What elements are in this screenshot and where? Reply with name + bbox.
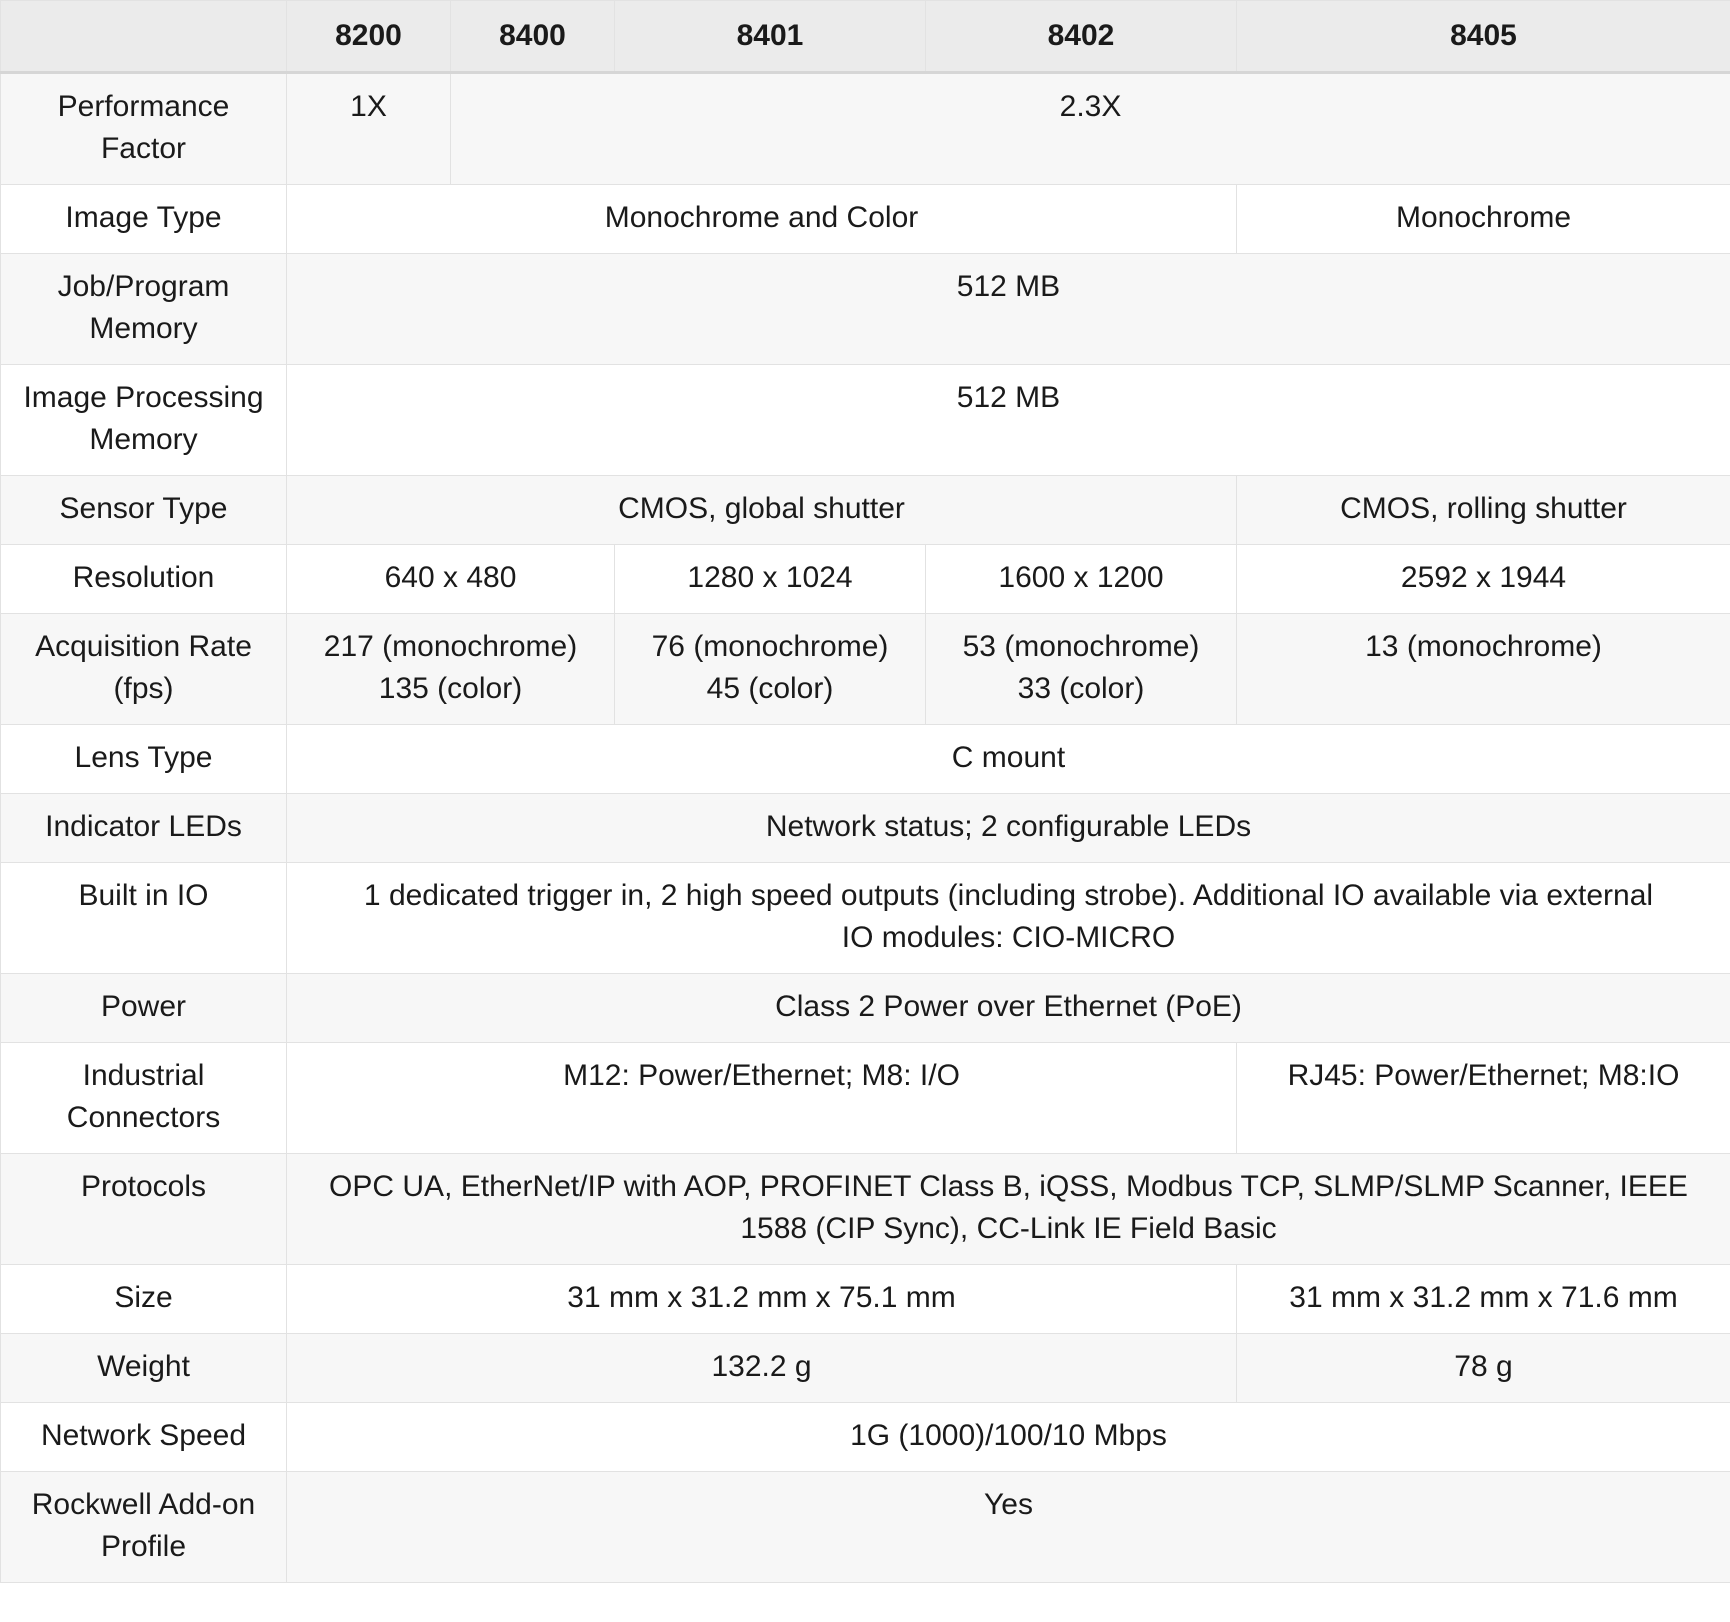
table-row [1, 545, 1730, 614]
header-model-8405: 8405 [1237, 1, 1730, 73]
row-label: Size [1, 1265, 287, 1334]
table-cell: 2.3X [451, 73, 1730, 185]
table-cell: CMOS, rolling shutter [1237, 476, 1730, 545]
table-cell: 1X [287, 73, 451, 185]
header-model-8200: 8200 [287, 1, 451, 73]
table-cell: Class 2 Power over Ethernet (PoE) [287, 974, 1730, 1043]
header-row [1, 1, 1730, 73]
table-row [1, 1334, 1730, 1403]
row-label: Image Type [1, 185, 287, 254]
table-row [1, 1403, 1730, 1472]
table-row [1, 1472, 1730, 1583]
cell-line: 217 (monochrome) [323, 630, 578, 663]
table-cell: 2592 x 1944 [1237, 545, 1730, 614]
table-row [1, 73, 1730, 185]
row-label: Acquisition Rate (fps) [1, 614, 287, 725]
row-label: Network Speed [1, 1403, 287, 1472]
table-row [1, 185, 1730, 254]
cell-line: 33 (color) [1017, 672, 1145, 705]
cell-line: 135 (color) [378, 672, 523, 705]
header-corner [1, 1, 287, 73]
row-label: Rockwell Add-on Profile [1, 1472, 287, 1583]
table-cell: Monochrome [1237, 185, 1730, 254]
table-cell: 31 mm x 31.2 mm x 71.6 mm [1237, 1265, 1730, 1334]
row-label: Power [1, 974, 287, 1043]
header-model-8401: 8401 [615, 1, 926, 73]
row-label: Industrial Connectors [1, 1043, 287, 1154]
table-cell: 1600 x 1200 [926, 545, 1237, 614]
row-label: Sensor Type [1, 476, 287, 545]
cell-line: 76 (monochrome) [651, 630, 889, 663]
cell-line: 13 (monochrome) [1365, 630, 1602, 663]
table-row [1, 974, 1730, 1043]
table-cell: 132.2 g [287, 1334, 1237, 1403]
table-row [1, 254, 1730, 365]
table-row [1, 476, 1730, 545]
table-cell: Monochrome and Color [287, 185, 1237, 254]
cell-line: 45 (color) [706, 672, 834, 705]
row-label: Performance Factor [1, 73, 287, 185]
table-cell: Yes [287, 1472, 1730, 1583]
table-cell: M12: Power/Ethernet; M8: I/O [287, 1043, 1237, 1154]
table-row [1, 725, 1730, 794]
table-row [1, 863, 1730, 974]
table-cell: 31 mm x 31.2 mm x 75.1 mm [287, 1265, 1237, 1334]
header-model-8402: 8402 [926, 1, 1237, 73]
row-label: Protocols [1, 1154, 287, 1265]
table-cell: 78 g [1237, 1334, 1730, 1403]
cell-line: 53 (monochrome) [962, 630, 1200, 663]
table-cell: CMOS, global shutter [287, 476, 1237, 545]
table-cell: 640 x 480 [287, 545, 615, 614]
table-row [1, 614, 1730, 725]
table-row [1, 1265, 1730, 1334]
row-label: Job/Program Memory [1, 254, 287, 365]
row-label: Weight [1, 1334, 287, 1403]
header-model-8400: 8400 [451, 1, 615, 73]
row-label: Built in IO [1, 863, 287, 974]
table-cell [1237, 614, 1730, 725]
table-cell [926, 614, 1237, 725]
table-row [1, 1043, 1730, 1154]
table-row [1, 1154, 1730, 1265]
table-cell: 512 MB [287, 254, 1730, 365]
row-label: Image Processing Memory [1, 365, 287, 476]
table-row [1, 365, 1730, 476]
table-cell: OPC UA, EtherNet/IP with AOP, PROFINET Class B, iQSS, Modbus TCP, SLMP/SLMP Scanner, IEEE 1588 (CIP Sync), CC-Link IE Field Basic [287, 1154, 1730, 1265]
table-cell: 1G (1000)/100/10 Mbps [287, 1403, 1730, 1472]
row-label: Indicator LEDs [1, 794, 287, 863]
table-row [1, 794, 1730, 863]
table-cell: RJ45: Power/Ethernet; M8:IO [1237, 1043, 1730, 1154]
table-cell: Network status; 2 configurable LEDs [287, 794, 1730, 863]
table-cell: 1 dedicated trigger in, 2 high speed outputs (including strobe). Additional IO available via external IO modules: CIO-MICRO [287, 863, 1730, 974]
table-cell [615, 614, 926, 725]
row-label: Resolution [1, 545, 287, 614]
table-cell: 512 MB [287, 365, 1730, 476]
table-cell: C mount [287, 725, 1730, 794]
row-label: Lens Type [1, 725, 287, 794]
table-cell: 1280 x 1024 [615, 545, 926, 614]
table-cell [287, 614, 615, 725]
